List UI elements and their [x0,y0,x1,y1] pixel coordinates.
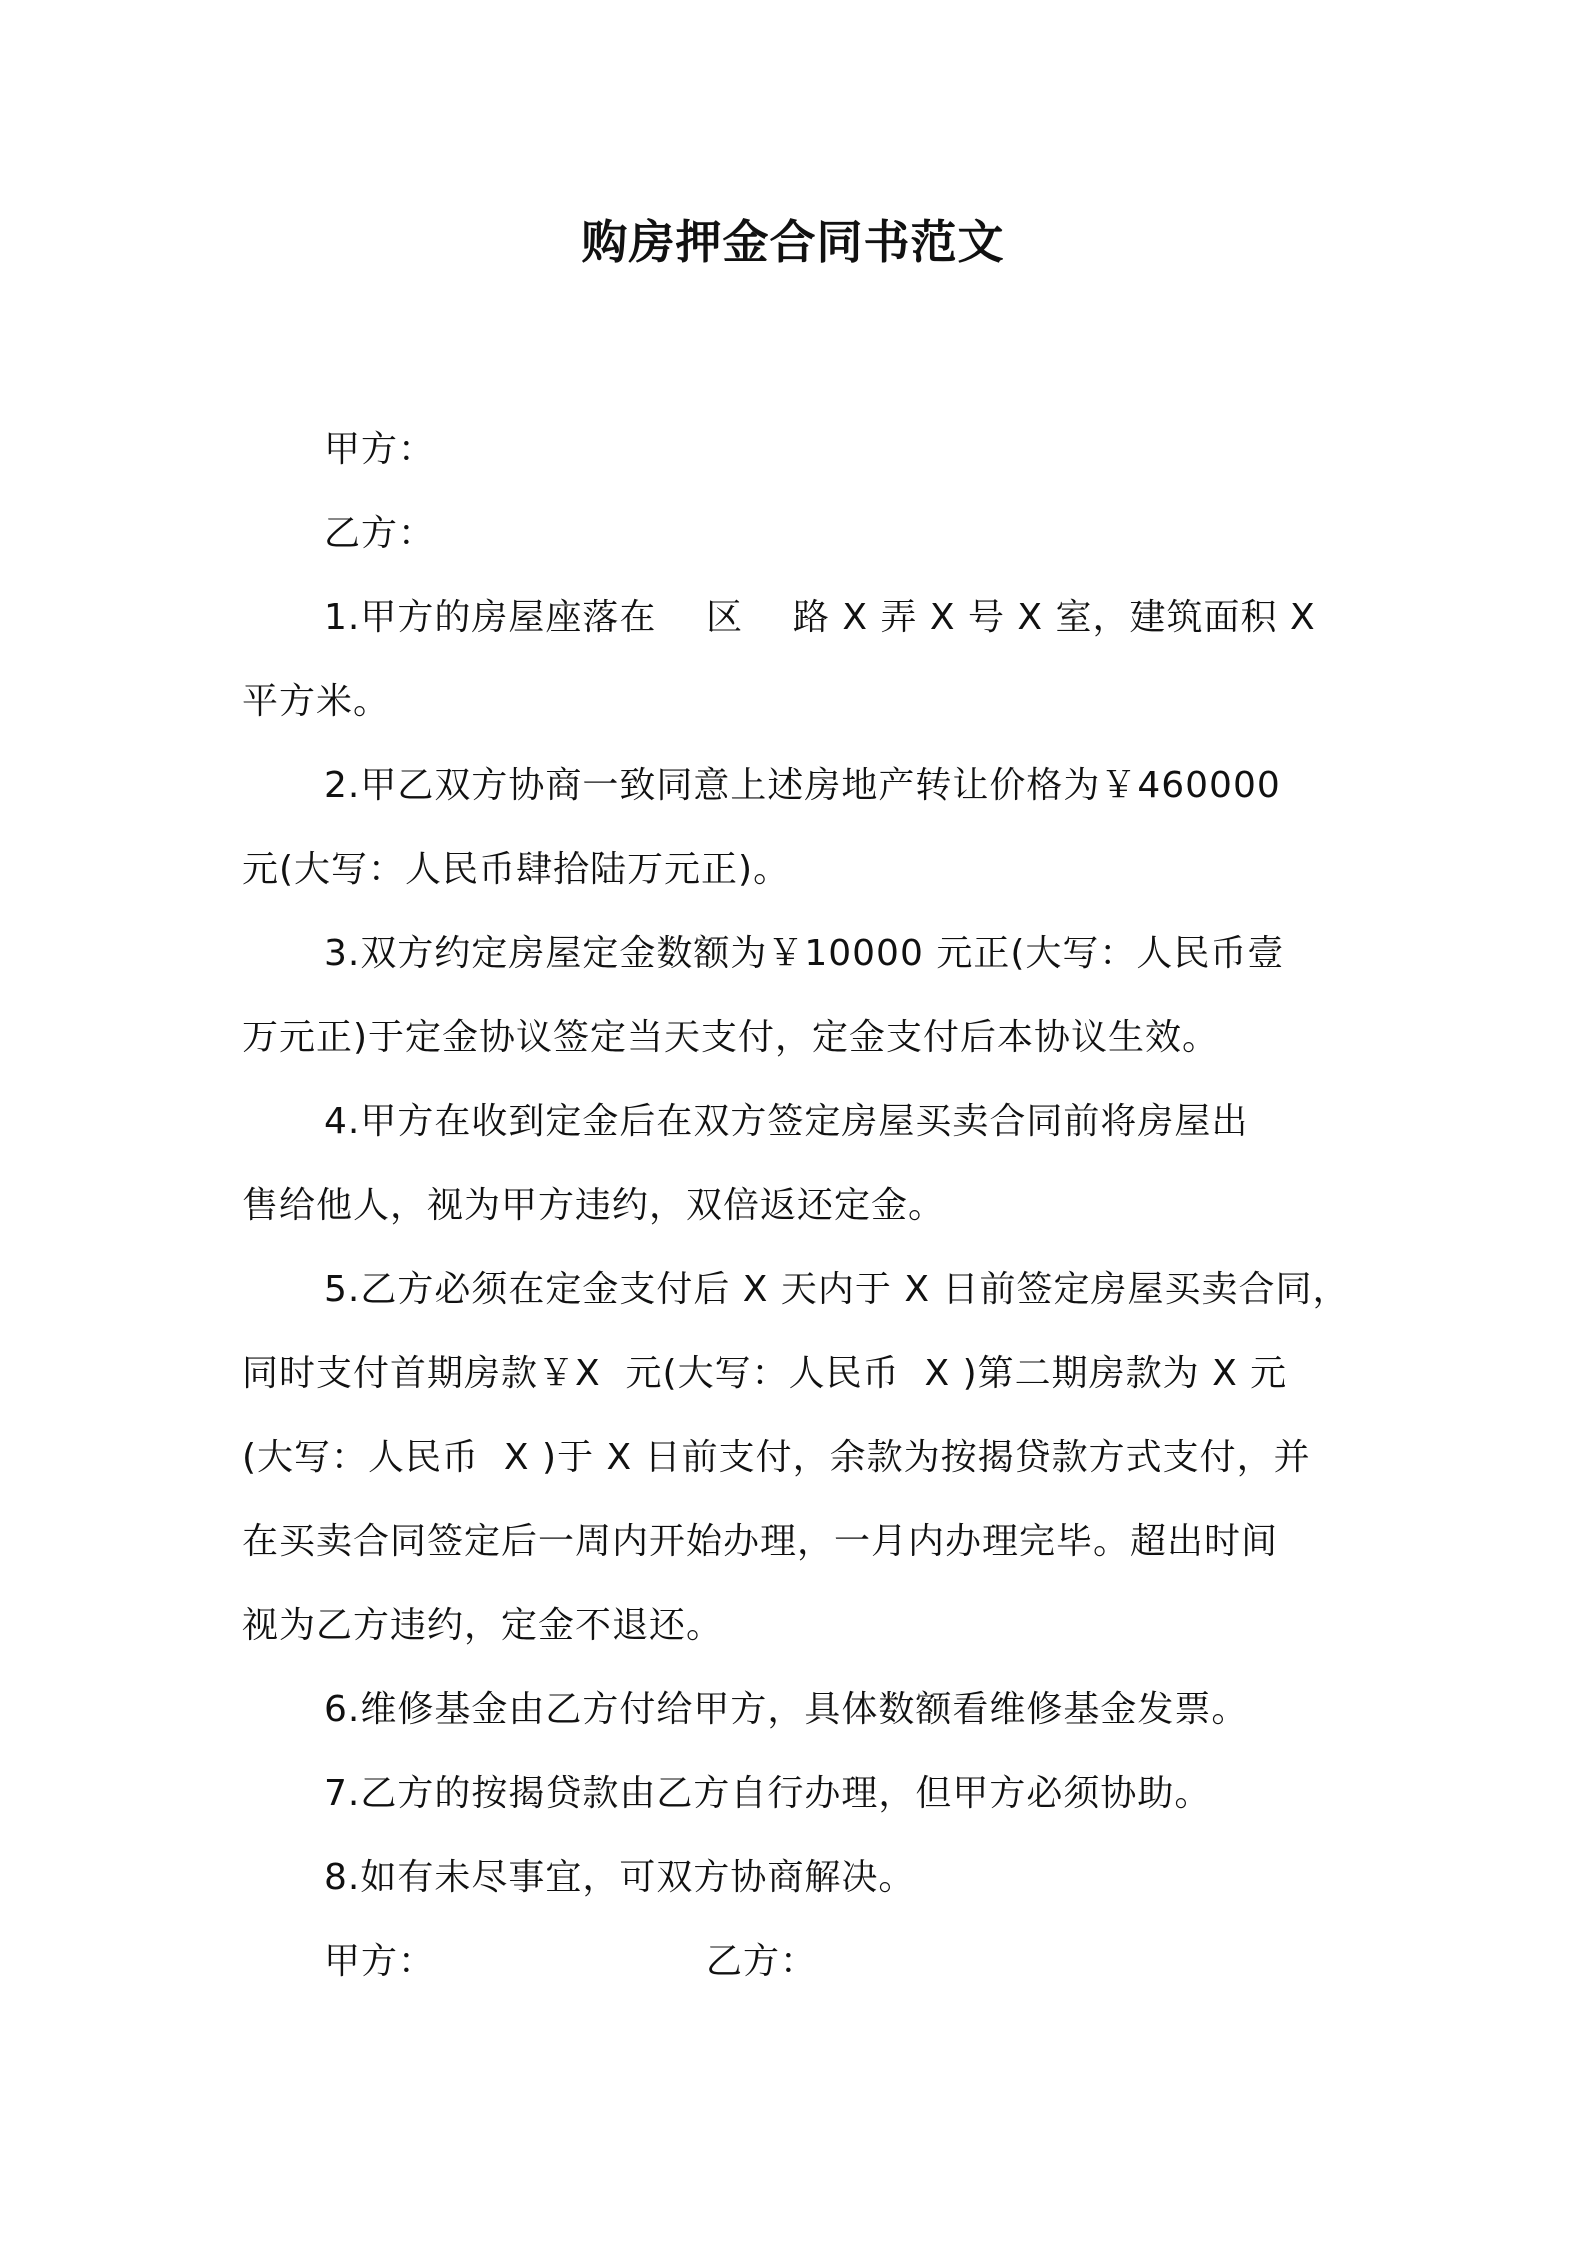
document-body [242,408,1354,2004]
clause-5-line-2: 同时支付首期房款￥X 元(大写：人民币 X )第二期房款为 X 元 [242,1353,1288,1394]
party-b-label: 乙方： [324,513,436,554]
clause-8: 8.如有未尽事宜，可双方协商解决。 [324,1857,916,1898]
document-title: 购房押金合同书范文 [581,215,1005,269]
clause-3-line-2: 万元正)于定金协议签定当天支付，定金支付后本协议生效。 [242,1017,1220,1058]
signature-row [242,1920,1354,2004]
clause-4-line-1: 4.甲方在收到定金后在双方签定房屋买卖合同前将房屋出 [324,1101,1249,1142]
clause-5-line-1: 5.乙方必须在定金支付后 X 天内于 X 日前签定房屋买卖合同， [324,1269,1350,1310]
signature-party-b: 乙方： [706,1941,818,1982]
party-a-label: 甲方： [324,429,436,470]
clause-1-line-1: 1.甲方的房屋座落在 区 路 X 弄 X 号 X 室，建筑面积 X [324,597,1316,638]
clause-7: 7.乙方的按揭贷款由乙方自行办理，但甲方必须协助。 [324,1773,1212,1814]
clause-4-line-2: 售给他人，视为甲方违约，双倍返还定金。 [242,1185,946,1226]
signature-party-a: 甲方： [324,1941,436,1982]
clause-5-line-4: 在买卖合同签定后一周内开始办理，一月内办理完毕。超出时间 [242,1521,1279,1562]
clause-1-line-2: 平方米。 [242,681,391,722]
clause-5-line-5: 视为乙方违约，定金不退还。 [242,1605,724,1646]
clause-2-line-1: 2.甲乙双方协商一致同意上述房地产转让价格为￥460000 [324,765,1281,806]
clause-3-line-1: 3.双方约定房屋定金数额为￥10000 元正(大写：人民币壹 [324,933,1285,974]
clause-5-line-3: (大写：人民币 X )于 X 日前支付，余款为按揭贷款方式支付，并 [242,1437,1311,1478]
clause-2-line-2: 元(大写：人民币肆拾陆万元正)。 [242,849,791,890]
clause-6: 6.维修基金由乙方付给甲方，具体数额看维修基金发票。 [324,1689,1249,1730]
